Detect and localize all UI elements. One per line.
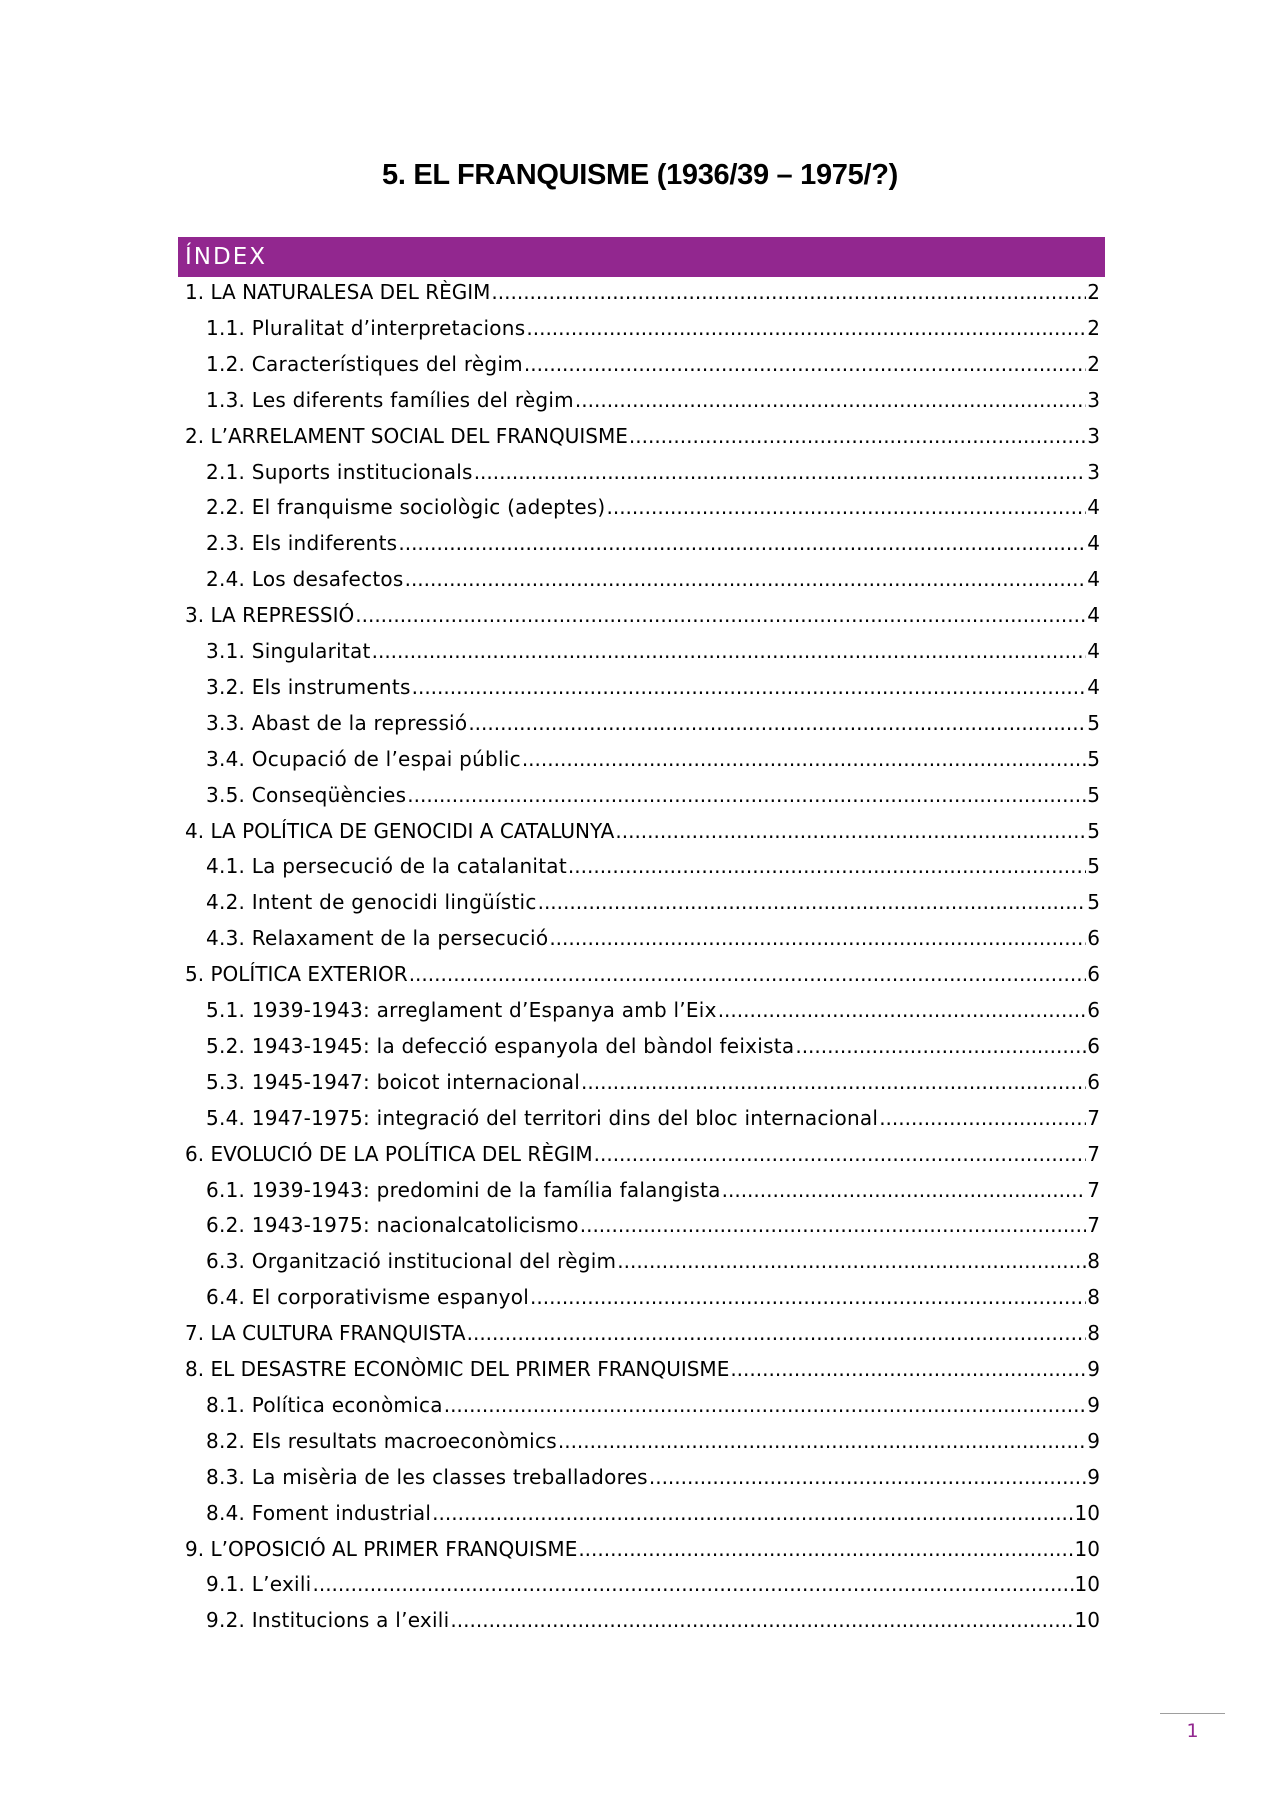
toc-entry[interactable] — [206, 1498, 1100, 1528]
toc-entry-page: 5 — [1087, 746, 1100, 771]
toc-entry-page: 6 — [1087, 998, 1100, 1022]
page-title: 5. EL FRANQUISME (1936/39 – 1975/?) — [381, 159, 898, 191]
toc-entry-label: 6. EVOLUCIÓ DE LA POLÍTICA DEL RÈGIM — [185, 1139, 594, 1169]
toc-dot-leader — [795, 1031, 1086, 1061]
toc-entry-label: 2.3. Els indiferents — [206, 528, 398, 558]
toc-entry-label: 6.1. 1939-1943: predomini de la família falangista — [206, 1175, 722, 1205]
toc-dot-leader — [578, 1534, 1073, 1564]
toc-entry[interactable] — [206, 313, 1100, 343]
toc-entry-label: 1.3. Les diferents famílies del règim — [206, 385, 575, 415]
toc-dot-leader — [407, 780, 1086, 810]
toc-dot-leader — [718, 995, 1087, 1025]
toc-entry-label: 9.2. Institucions a l’exili — [206, 1605, 450, 1635]
toc-entry[interactable] — [206, 349, 1100, 379]
toc-entry-page: 6 — [1087, 926, 1100, 951]
toc-entry-page: 8 — [1087, 1321, 1100, 1346]
toc-entry-page: 2 — [1087, 280, 1100, 304]
toc-entry-page: 10 — [1074, 1572, 1100, 1597]
toc-entry-label: 4.2. Intent de genocidi lingüístic — [206, 887, 538, 917]
toc-entry[interactable] — [206, 1390, 1100, 1420]
toc-entry[interactable] — [206, 1103, 1100, 1133]
toc-entry-label: 3. LA REPRESSIÓ — [185, 600, 355, 630]
toc-entry[interactable] — [185, 600, 1100, 630]
toc-entry-page: 5 — [1087, 890, 1100, 915]
toc-entry-label: 8.2. Els resultats macroeconòmics — [206, 1426, 558, 1456]
toc-entry-page: 8 — [1087, 1285, 1100, 1310]
toc-entry[interactable] — [185, 1354, 1100, 1384]
toc-dot-leader — [409, 959, 1087, 989]
toc-dot-leader — [879, 1103, 1086, 1133]
toc-entry-label: 5.1. 1939-1943: arreglament d’Espanya amb l’Eix — [206, 995, 718, 1025]
toc-entry-label: 8. EL DESASTRE ECONÒMIC DEL PRIMER FRANQUISME — [185, 1354, 730, 1384]
toc-dot-leader — [730, 1354, 1086, 1384]
toc-entry-label: 1.1. Pluralitat d’interpretacions — [206, 313, 526, 343]
toc-entry-page: 10 — [1074, 1500, 1100, 1525]
toc-entry[interactable] — [206, 1210, 1100, 1240]
toc-entry-label: 4. LA POLÍTICA DE GENOCIDI A CATALUNYA — [185, 816, 615, 846]
toc-entry-label: 8.4. Foment industrial — [206, 1498, 432, 1528]
toc-entry-label: 8.3. La misèria de les classes treballadores — [206, 1462, 649, 1492]
toc-entry[interactable] — [206, 995, 1100, 1025]
toc-dot-leader — [444, 1390, 1087, 1420]
toc-entry[interactable] — [206, 780, 1100, 810]
toc-dot-leader — [617, 1246, 1086, 1276]
toc-entry[interactable] — [206, 528, 1100, 558]
toc-entry[interactable] — [185, 1534, 1100, 1564]
toc-dot-leader — [594, 1139, 1087, 1169]
toc-entry-label: 4.3. Relaxament de la persecució — [206, 923, 549, 953]
toc-dot-leader — [398, 528, 1086, 558]
toc-entry[interactable] — [185, 816, 1100, 846]
toc-entry-page: 9 — [1087, 1428, 1100, 1453]
toc-dot-leader — [412, 672, 1087, 702]
toc-entry-page: 6 — [1087, 962, 1100, 987]
toc-entry-page: 7 — [1087, 1105, 1100, 1130]
toc-entry-page: 6 — [1087, 1033, 1100, 1058]
toc-entry[interactable] — [206, 457, 1100, 487]
toc-entry-label: 8.1. Política econòmica — [206, 1390, 444, 1420]
toc-entry[interactable] — [206, 1569, 1100, 1599]
toc-dot-leader — [629, 421, 1086, 451]
toc-entry-label: 3.1. Singularitat — [206, 636, 372, 666]
toc-entry-label: 6.3. Organització institucional del règim — [206, 1246, 617, 1276]
toc-entry[interactable] — [206, 708, 1100, 738]
toc-entry[interactable] — [206, 1175, 1100, 1205]
toc-dot-leader — [355, 600, 1086, 630]
toc-entry-label: 3.4. Ocupació de l’espai públic — [206, 744, 522, 774]
toc-entry-page: 10 — [1074, 1608, 1100, 1633]
toc-dot-leader — [530, 1282, 1086, 1312]
toc-entry[interactable] — [206, 564, 1100, 594]
toc-entry-page: 3 — [1087, 459, 1100, 484]
toc-dot-leader — [649, 1462, 1086, 1492]
toc-entry[interactable] — [206, 1067, 1100, 1097]
toc-entry[interactable] — [206, 1282, 1100, 1312]
toc-entry-label: 6.2. 1943-1975: nacionalcatolicismo — [206, 1210, 580, 1240]
toc-entry-page: 5 — [1087, 818, 1100, 843]
toc-dot-leader — [615, 816, 1086, 846]
toc-entry-page: 7 — [1087, 1213, 1100, 1238]
footer-divider — [1160, 1713, 1225, 1714]
toc-dot-leader — [580, 1210, 1087, 1240]
toc-entry-page: 4 — [1087, 567, 1100, 592]
toc-dot-leader — [467, 1318, 1087, 1348]
toc-entry-page: 9 — [1087, 1464, 1100, 1489]
toc-entry[interactable] — [185, 1139, 1100, 1169]
toc-entry-page: 3 — [1087, 423, 1100, 448]
toc-entry-page: 7 — [1087, 1141, 1100, 1166]
toc-entry-label: 4.1. La persecució de la catalanitat — [206, 851, 568, 881]
toc-entry-label: 2.1. Suports institucionals — [206, 457, 474, 487]
toc-dot-leader — [524, 349, 1086, 379]
toc-entry[interactable] — [206, 672, 1100, 702]
toc-dot-leader — [312, 1569, 1073, 1599]
toc-entry-label: 1. LA NATURALESA DEL RÈGIM — [185, 277, 491, 307]
toc-entry[interactable] — [206, 1031, 1100, 1061]
toc-entry-page: 4 — [1087, 495, 1100, 520]
toc-dot-leader — [606, 492, 1086, 522]
toc-entry-label: 5.4. 1947-1975: integració del territori dins del bloc internacional — [206, 1103, 879, 1133]
toc-dot-leader — [549, 923, 1086, 953]
toc-entry-page: 8 — [1087, 1249, 1100, 1274]
toc-dot-leader — [468, 708, 1086, 738]
toc-entry-label: 3.2. Els instruments — [206, 672, 412, 702]
toc-dot-leader — [575, 385, 1086, 415]
toc-entry[interactable] — [206, 1462, 1100, 1492]
toc-entry-page: 3 — [1087, 387, 1100, 412]
toc-dot-leader — [474, 457, 1087, 487]
toc-entry-label: 2.4. Los desafectos — [206, 564, 405, 594]
toc-entry-label: 5.2. 1943-1945: la defecció espanyola del bàndol feixista — [206, 1031, 795, 1061]
toc-entry-label: 2.2. El franquisme sociològic (adeptes) — [206, 492, 606, 522]
toc-entry-page: 5 — [1087, 710, 1100, 735]
toc-entry-label: 1.2. Característiques del règim — [206, 349, 524, 379]
toc-entry[interactable] — [206, 851, 1100, 881]
toc-entry-page: 2 — [1087, 351, 1100, 376]
toc-entry-page: 4 — [1087, 603, 1100, 628]
toc-dot-leader — [450, 1605, 1073, 1635]
toc-entry[interactable] — [206, 492, 1100, 522]
toc-entry-page: 7 — [1087, 1177, 1100, 1202]
toc-dot-leader — [432, 1498, 1073, 1528]
toc-entry-label: 5.3. 1945-1947: boicot internacional — [206, 1067, 581, 1097]
toc-dot-leader — [722, 1175, 1087, 1205]
toc-entry-label: 3.5. Conseqüències — [206, 780, 407, 810]
toc-entry[interactable] — [206, 385, 1100, 415]
toc-entry-label: 5. POLÍTICA EXTERIOR — [185, 959, 409, 989]
toc-entry[interactable] — [185, 959, 1100, 989]
toc-dot-leader — [568, 851, 1086, 881]
toc-entry[interactable] — [185, 421, 1100, 451]
toc-entry[interactable] — [206, 887, 1100, 917]
toc-entry-page: 9 — [1087, 1357, 1100, 1381]
toc-entry-label: 7. LA CULTURA FRANQUISTA — [185, 1318, 467, 1348]
toc-entry-label: 9.1. L’exili — [206, 1569, 312, 1599]
toc-dot-leader — [558, 1426, 1086, 1456]
toc-entry-page: 9 — [1087, 1392, 1100, 1417]
toc-entry[interactable] — [185, 1318, 1100, 1348]
toc-dot-leader — [581, 1067, 1086, 1097]
toc-dot-leader — [491, 277, 1086, 307]
toc-entry[interactable] — [206, 1246, 1100, 1276]
toc-entry-page: 10 — [1074, 1536, 1100, 1561]
toc-entry[interactable] — [185, 277, 1100, 307]
toc-entry-page: 5 — [1087, 782, 1100, 807]
toc-entry[interactable] — [206, 636, 1100, 666]
toc-entry-page: 5 — [1087, 854, 1100, 879]
toc-entry-label: 6.4. El corporativisme espanyol — [206, 1282, 530, 1312]
toc-entry[interactable] — [206, 744, 1100, 774]
toc-entry-label: 9. L’OPOSICIÓ AL PRIMER FRANQUISME — [185, 1534, 578, 1564]
page-number: 1 — [1186, 1720, 1199, 1742]
toc-dot-leader — [522, 744, 1086, 774]
toc-entry-page: 6 — [1087, 1069, 1100, 1094]
toc-entry[interactable] — [206, 1426, 1100, 1456]
toc-dot-leader — [538, 887, 1087, 917]
toc-dot-leader — [405, 564, 1087, 594]
toc-entry-page: 4 — [1087, 674, 1100, 699]
toc-entry-page: 4 — [1087, 639, 1100, 663]
toc-dot-leader — [526, 313, 1086, 343]
toc-entry-page: 4 — [1087, 531, 1100, 556]
toc-entry[interactable] — [206, 923, 1100, 953]
toc-entry[interactable] — [206, 1605, 1100, 1635]
toc-entry-label: 3.3. Abast de la repressió — [206, 708, 468, 738]
toc-entry-label: 2. L’ARRELAMENT SOCIAL DEL FRANQUISME — [185, 421, 629, 451]
toc-dot-leader — [372, 636, 1087, 666]
index-heading: ÍNDEX — [178, 237, 1105, 277]
toc-entry-page: 2 — [1087, 315, 1100, 340]
